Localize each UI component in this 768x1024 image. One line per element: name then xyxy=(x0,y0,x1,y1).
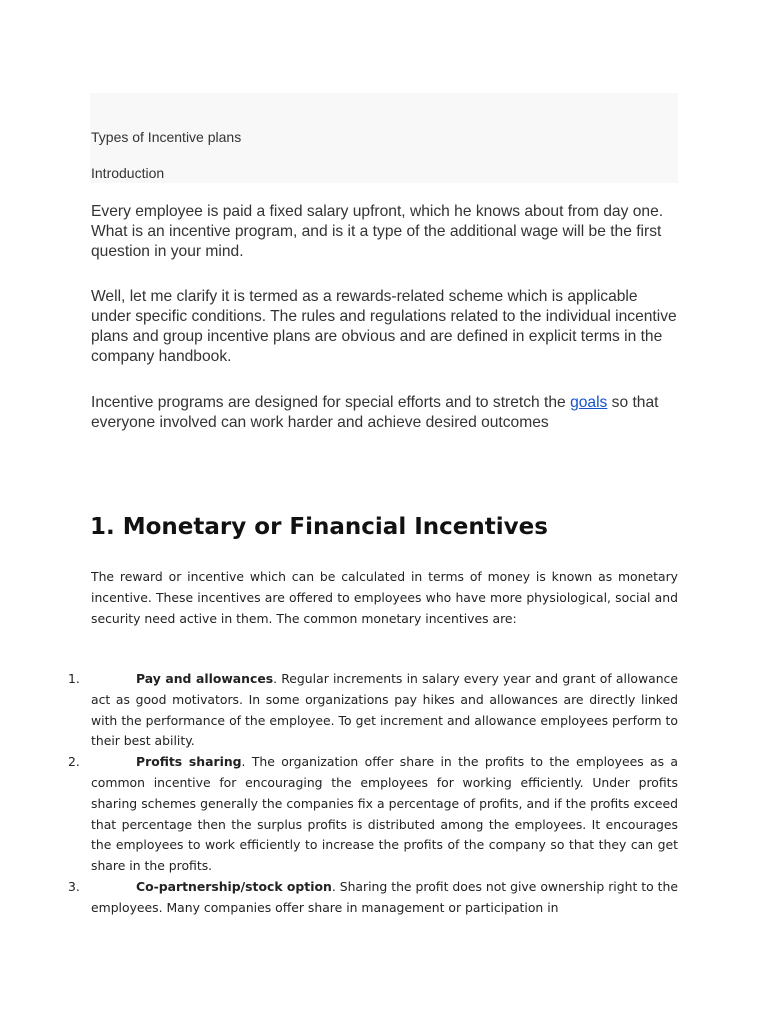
introduction-label: Introduction xyxy=(91,165,165,181)
list-item-term: Profits sharing xyxy=(136,754,242,770)
paragraph-3-text-before: Incentive programs are designed for special efforts and to stretch the xyxy=(91,394,571,411)
list-item xyxy=(0,752,678,877)
intro-paragraph-2: Well, let me clarify it is termed as a rewards-related scheme which is applicable under specific conditions. The rules and regulations related to the individual incentive plans and group incentive plans are obvious and are defined in explicit terms in the company handbook. xyxy=(91,288,677,365)
paragraph-3-text-after: so that everyone involved can work harder and achieve desired outcomes xyxy=(91,394,659,431)
intro-paragraph-1: Every employee is paid a fixed salary upfront, which he knows about from day one. What is an incentive program, and is it a type of the additional wage will be the first question in your mind. xyxy=(91,203,664,260)
list-item-number: 3. xyxy=(68,878,80,894)
list-item-description: . Sharing the profit does not give ownership right to the employees. Many companies offer share in management or participation in xyxy=(91,878,678,915)
list-item-term: Co-partnership/stock option xyxy=(136,878,332,894)
monetary-intro-paragraph: The reward or incentive which can be calculated in terms of money is known as monetary incentive. These incentives are offered to employees who have more physiological, social and security need active in them. The common monetary incentives are: xyxy=(91,569,678,626)
list-item-text xyxy=(91,877,678,919)
list-item-number: 2. xyxy=(68,754,80,770)
list-item-text xyxy=(91,669,678,752)
section-heading-monetary: 1. Monetary or Financial Incentives xyxy=(90,514,548,540)
list-item xyxy=(0,669,678,752)
list-item-description: . Regular increments in salary every year and grant of allowance act as good motivators. In some organizations pay hikes and allowances are directly linked with the performance of the employee. To get increment and allowance employees perform to their best ability. xyxy=(91,671,678,749)
incentive-list xyxy=(0,669,768,919)
list-item xyxy=(0,877,678,919)
intro-paragraph-3 xyxy=(91,393,681,433)
list-item-description: . The organization offer share in the profits to the employees as a common incentive for encouraging the employees for working efficiently. Under profits sharing schemes generally the companies fix a percentage of profits, and if the profits exceed that percentage then the surplus profits is distributed among the employees. It encourages the employees to work efficiently to increase the profits of the company so that they can get share in the profits. xyxy=(91,754,678,874)
document-title: Types of Incentive plans xyxy=(91,129,242,145)
goals-link[interactable]: goals xyxy=(570,394,608,411)
list-item-number: 1. xyxy=(68,671,80,686)
list-item-term: Pay and allowances xyxy=(136,671,274,686)
list-item-text xyxy=(91,752,678,877)
